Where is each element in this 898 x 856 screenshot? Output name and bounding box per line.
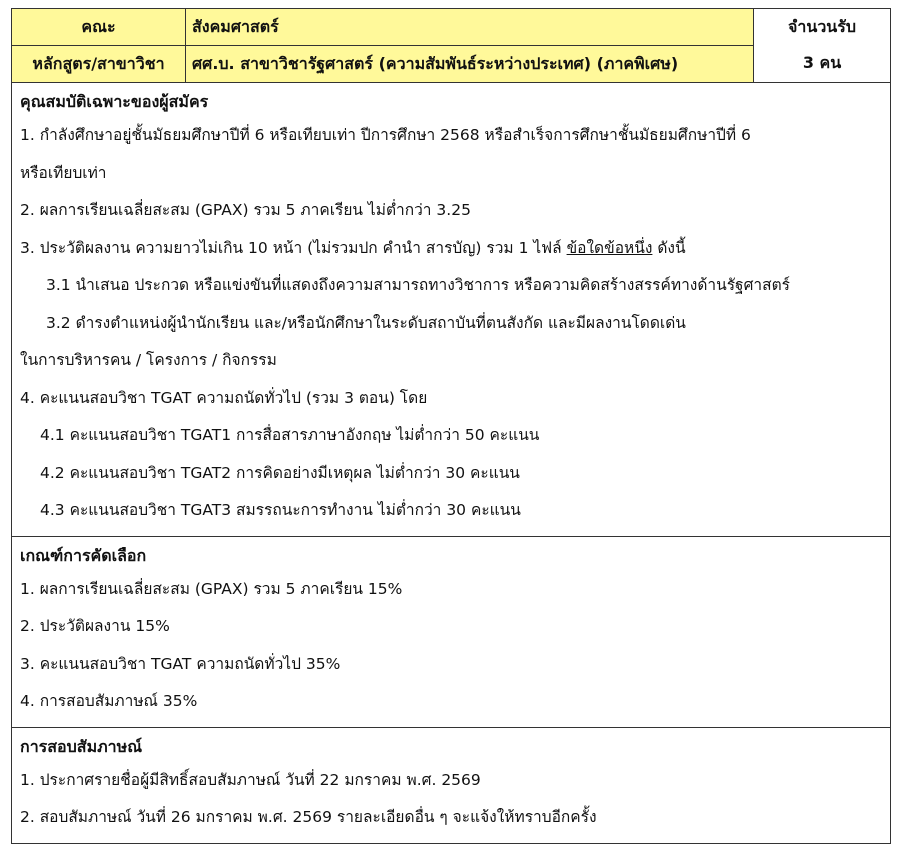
qualification-item-4-1: 4.1 คะแนนสอบวิชา TGAT1 การสื่อสารภาษาอังกฤษ ไม่ต่ำกว่า 50 คะแนน xyxy=(40,426,540,444)
faculty-label: คณะ xyxy=(12,9,186,46)
qualification-item-3 xyxy=(20,230,882,268)
qualification-item-2: 2. ผลการเรียนเฉลี่ยสะสม (GPAX) รวม 5 ภาคเรียน ไม่ต่ำกว่า 3.25 xyxy=(20,201,471,219)
qualification-item-3-2-line-1: 3.2 ดำรงตำแหน่งผู้นำนักเรียน และ/หรือนักศึกษาในระดับสถาบันที่ตนสังกัด และมีผลงานโดดเด่น xyxy=(46,313,686,332)
qualification-item-3-text: 3. ประวัติผลงาน ความยาวไม่เกิน 10 หน้า (ไม่รวมปก คำนำ สารบัญ) รวม 1 ไฟล์ xyxy=(20,238,567,257)
criteria-item: 3. คะแนนสอบวิชา TGAT ความถนัดทั่วไป 35% xyxy=(20,654,341,673)
qualification-item-3-suffix: ดังนี้ xyxy=(652,238,686,257)
program-value: ศศ.บ. สาขาวิชารัฐศาสตร์ (ความสัมพันธ์ระหว่างประเทศ) (ภาคพิเศษ) xyxy=(186,46,754,83)
criteria-item: 2. ประวัติผลงาน 15% xyxy=(20,617,170,635)
interview-item: 1. ประกาศรายชื่อผู้มีสิทธิ์สอบสัมภาษณ์ วันที่ 22 มกราคม พ.ศ. 2569 xyxy=(20,770,481,789)
qualification-item-4: 4. คะแนนสอบวิชา TGAT ความถนัดทั่วไป (รวม 3 ตอน) โดย xyxy=(20,388,428,407)
qualification-item-3-1: 3.1 นำเสนอ ประกวด หรือแข่งขันที่แสดงถึงความสามารถทางวิชาการ หรือความคิดสร้างสรรค์ทางด้านรัฐศาสตร์ xyxy=(46,276,790,294)
interview-row xyxy=(12,727,891,843)
faculty-value: สังคมศาสตร์ xyxy=(186,9,754,46)
criteria-section xyxy=(12,536,891,727)
criteria-item: 1. ผลการเรียนเฉลี่ยสะสม (GPAX) รวม 5 ภาคเรียน 15% xyxy=(20,579,403,598)
interview-title: การสอบสัมภาษณ์ xyxy=(20,736,143,756)
qualification-item-1-line-2: หรือเทียบเท่า xyxy=(20,163,107,182)
qualifications-title: คุณสมบัติเฉพาะของผู้สมัคร xyxy=(20,92,209,111)
qualifications-section xyxy=(12,83,891,537)
criteria-row xyxy=(12,536,891,727)
qualification-item-3-2-line-2: ในการบริหารคน / โครงการ / กิจกรรม xyxy=(20,351,277,369)
qualification-item-4-2: 4.2 คะแนนสอบวิชา TGAT2 การคิดอย่างมีเหตุผล ไม่ต่ำกว่า 30 คะแนน xyxy=(40,463,520,482)
criteria-item: 4. การสอบสัมภาษณ์ 35% xyxy=(20,692,198,710)
criteria-title: เกณฑ์การคัดเลือก xyxy=(20,545,147,565)
admission-table xyxy=(11,8,891,844)
qualification-item-3-emphasis: ข้อใดข้อหนึ่ง xyxy=(566,238,653,257)
qualification-item-4-3: 4.3 คะแนนสอบวิชา TGAT3 สมรรถนะการทำงาน ไม่ต่ำกว่า 30 คะแนน xyxy=(40,501,521,519)
quota-cell xyxy=(754,9,891,83)
faculty-row xyxy=(12,9,891,46)
qualifications-row xyxy=(12,83,891,537)
quota-value: 3 คน xyxy=(802,53,842,72)
program-label: หลักสูตร/สาขาวิชา xyxy=(12,46,186,83)
interview-section xyxy=(12,727,891,843)
interview-item: 2. สอบสัมภาษณ์ วันที่ 26 มกราคม พ.ศ. 2569 รายละเอียดอื่น ๆ จะแจ้งให้ทราบอีกครั้ง xyxy=(20,808,597,826)
qualification-item-1-line-1: 1. กำลังศึกษาอยู่ชั้นมัธยมศึกษาปีที่ 6 หรือเทียบเท่า ปีการศึกษา 2568 หรือสำเร็จการศึกษาชั้นมัธยมศึกษาปีที่ 6 xyxy=(20,126,751,144)
quota-label: จำนวนรับ xyxy=(788,17,856,36)
